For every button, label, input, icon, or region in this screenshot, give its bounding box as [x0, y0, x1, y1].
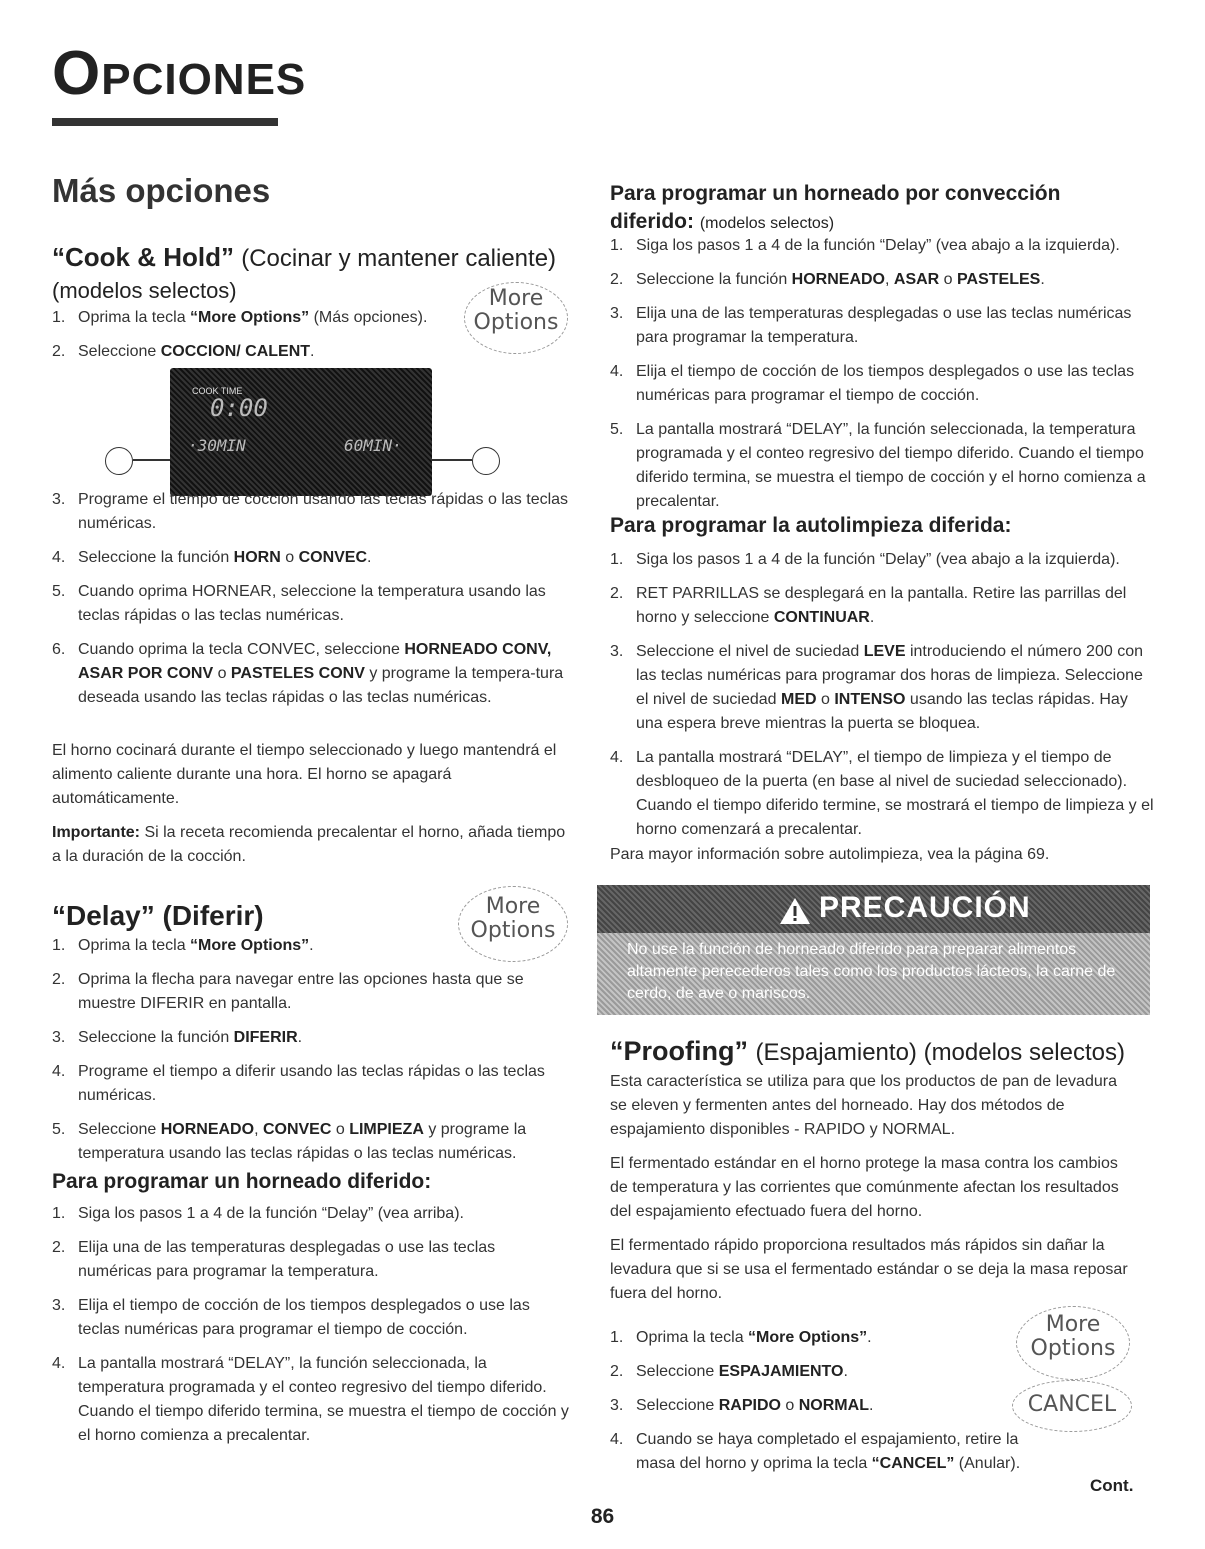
- step-keyword: LEVE: [863, 643, 906, 660]
- step-number: 1.: [52, 937, 66, 954]
- more-options-label: More Options: [1030, 1312, 1116, 1361]
- step-text: La pantalla mostrará “DELAY”, el tiempo de limpieza y el tiempo de desbloqueo de la puerta (en base al nivel de suciedad seleccionado). Cuando el tiempo diferido termine, se mostrará el tiempo de limpieza y el horno comenzará a precalentar.: [636, 749, 1154, 838]
- step-item: [52, 488, 572, 536]
- step-number: 3.: [610, 305, 624, 322]
- step-text: Elija el tiempo de cocción de los tiempos desplegados o use las teclas numéricas para programar el tiempo de cocción.: [636, 363, 1135, 404]
- cancel-button[interactable]: CANCEL: [1012, 1380, 1132, 1432]
- proofing-paragraphs: [610, 1070, 1130, 1316]
- step-text: .: [310, 343, 315, 360]
- step-number: 1.: [610, 551, 624, 568]
- conv-heading: [610, 180, 1150, 238]
- proofing-steps: [610, 1326, 1030, 1486]
- oven-display: [170, 368, 432, 496]
- step-item: [610, 1428, 1030, 1476]
- step-item: [52, 934, 572, 958]
- step-number: 4.: [610, 1431, 624, 1448]
- step-text: Seleccione la función: [78, 1029, 234, 1046]
- step-text: .: [868, 1397, 874, 1414]
- step-text: .: [869, 609, 875, 626]
- left-knob-line: [133, 459, 170, 461]
- step-text: o: [939, 271, 958, 288]
- step-text: La pantalla mostrará “DELAY”, la función seleccionada, la temperatura programada y el conteo regresivo del tiempo diferido. Cuando el tiempo diferido termina, se muestra el tiempo de cocción y el horno comienza a precalentar.: [636, 421, 1146, 510]
- step-number: 4.: [52, 1355, 66, 1372]
- step-item: [52, 306, 452, 330]
- more-options-label: More Options: [470, 894, 556, 943]
- step-number: 2.: [610, 271, 624, 288]
- step-keyword: ESPAJAMIENTO: [718, 1363, 844, 1380]
- step-item: [610, 640, 1155, 736]
- step-item: [52, 1202, 572, 1226]
- step-text: .: [367, 549, 372, 566]
- step-text: Seleccione la función: [636, 271, 792, 288]
- step-item: [52, 1294, 572, 1342]
- step-text: .: [843, 1363, 848, 1380]
- conv-steps: [610, 234, 1155, 524]
- display-option-60min: 60MIN·: [344, 436, 402, 455]
- step-keyword: INTENSO: [834, 691, 906, 708]
- step-number: 4.: [610, 749, 624, 766]
- step-text: o: [780, 1397, 799, 1414]
- step-text: Seleccione: [78, 343, 161, 360]
- step-text: La pantalla mostrará “DELAY”, la función seleccionada, la temperatura programada y el conteo regresivo del tiempo diferido. Cuando el tiempo diferido termina, se muestra el tiempo de cocción y el horno comienza a precalentar.: [78, 1355, 569, 1444]
- step-item: [52, 1118, 572, 1166]
- cook-hold-steps-2: [52, 488, 572, 720]
- step-item: [52, 638, 572, 710]
- step-text: Seleccione: [636, 1363, 719, 1380]
- step-keyword: “More Options”: [190, 937, 310, 954]
- display-option-30min: ·30MIN: [188, 436, 246, 455]
- cook-hold-models: (modelos selectos): [52, 278, 237, 303]
- self-clean-heading: Para programar la autolimpieza diferida:: [610, 514, 1012, 537]
- step-number: 1.: [52, 309, 66, 326]
- more-options-button-cook-hold[interactable]: [464, 282, 568, 354]
- step-text: Siga los pasos 1 a 4 de la función “Delay” (vea abajo a la izquierda).: [636, 237, 1120, 254]
- step-number: 1.: [610, 237, 624, 254]
- step-text: o: [213, 665, 231, 682]
- step-text: Seleccione el nivel de suciedad: [636, 643, 864, 660]
- step-text: o: [280, 549, 299, 566]
- step-keyword: PASTELES CONV: [230, 665, 365, 682]
- step-keyword: HORN: [233, 549, 281, 566]
- step-item: [610, 360, 1155, 408]
- step-item: [52, 1352, 572, 1448]
- step-keyword: NORMAL: [798, 1397, 869, 1414]
- caution-text: No use la función de horneado diferido para preparar alimentos altamente perecederos tales como los productos lácteos, la carne de cerdo, de ave o mariscos.: [627, 941, 1116, 1002]
- cook-hold-steps-1: [52, 306, 452, 374]
- step-number: 4.: [52, 1063, 66, 1080]
- proofing-paragraph: El fermentado estándar en el horno protege la masa contra los cambios de temperatura y las corrientes que comúnmente afectan los resultados del espajamiento efectuado fuera del horno.: [610, 1155, 1119, 1220]
- left-display-knob[interactable]: [105, 447, 133, 475]
- step-keyword: RAPIDO: [718, 1397, 781, 1414]
- step-keyword: CONTINUAR: [773, 609, 870, 626]
- step-text: Oprima la flecha para navegar entre las opciones hasta que se muestre DIFERIR en pantalla.: [78, 971, 524, 1012]
- delay-sub-steps: [52, 1202, 572, 1458]
- caution-title: PRECAUCIÓN: [819, 891, 1031, 924]
- step-text: y programe la temperatura usando las teclas rápidas o las teclas numéricas.: [78, 1121, 527, 1162]
- step-keyword: HORNEADO: [160, 1121, 255, 1138]
- step-number: 3.: [52, 1297, 66, 1314]
- step-keyword: CONVEC: [262, 1121, 332, 1138]
- step-text: ,: [254, 1121, 263, 1138]
- step-keyword: “More Options”: [748, 1329, 868, 1346]
- caution-box: [597, 885, 1150, 1015]
- step-number: 3.: [52, 491, 66, 508]
- step-item: [52, 968, 572, 1016]
- step-number: 3.: [610, 1397, 624, 1414]
- step-number: 3.: [52, 1029, 66, 1046]
- step-text: Cuando se haya completado el espajamiento, retire la masa del horno y oprima la tecla: [636, 1431, 1019, 1472]
- step-text: introduciendo el número 200 con las teclas numéricas para programar dos horas de limpieza. Seleccione el nivel de suciedad: [636, 643, 1143, 708]
- step-text: Siga los pasos 1 a 4 de la función “Delay” (vea abajo a la izquierda).: [636, 551, 1120, 568]
- step-text: Seleccione la función: [78, 549, 234, 566]
- step-number: 4.: [610, 363, 624, 380]
- step-text: y programe la tempera-tura deseada usando las teclas rápidas o las teclas numéricas.: [78, 665, 564, 706]
- proofing-title: [610, 1036, 1125, 1067]
- display-time: 0:00: [210, 394, 268, 422]
- step-item: [610, 1326, 1030, 1350]
- more-options-label: More Options: [473, 286, 559, 335]
- step-text: ,: [885, 271, 894, 288]
- step-keyword: HORNEADO: [791, 271, 885, 288]
- proofing-title-text: “Proofing”: [610, 1036, 748, 1066]
- page-title-rest: PCIONES: [101, 55, 307, 104]
- step-text: Elija el tiempo de cocción de los tiempos desplegados o use las teclas numéricas para programar el tiempo de cocción.: [78, 1297, 530, 1338]
- step-number: 1.: [52, 1205, 66, 1222]
- step-item: [52, 580, 572, 628]
- step-item: [52, 1236, 572, 1284]
- step-number: 2.: [52, 971, 66, 988]
- step-keyword: PASTELES: [957, 271, 1041, 288]
- step-text: (Anular).: [954, 1455, 1021, 1472]
- page-title: [52, 38, 306, 109]
- step-number: 5.: [610, 421, 624, 438]
- step-keyword: LIMPIEZA: [349, 1121, 424, 1138]
- cook-hold-title: [52, 242, 556, 273]
- right-knob-line: [432, 459, 472, 461]
- step-text: RET PARRILLAS se desplegará en la pantalla. Retire las parrillas del horno y seleccione: [636, 585, 1127, 626]
- step-number: 5.: [52, 1121, 66, 1138]
- delay-sub-heading: Para programar un horneado diferido:: [52, 1170, 432, 1193]
- step-item: [610, 1394, 1030, 1418]
- step-keyword: HORNEADO CONV, ASAR POR CONV: [78, 641, 552, 682]
- continued-label: Cont.: [1090, 1476, 1134, 1495]
- section-heading-mas-opciones: Más opciones: [52, 172, 271, 209]
- step-keyword: MED: [780, 691, 817, 708]
- step-text: Siga los pasos 1 a 4 de la función “Delay” (vea arriba).: [78, 1205, 464, 1222]
- step-text: Elija una de las temperaturas desplegadas o use las teclas numéricas para programar la temperatura.: [78, 1239, 496, 1280]
- step-keyword: DIFERIR: [233, 1029, 298, 1046]
- step-number: 4.: [52, 549, 66, 566]
- warning-icon: [779, 897, 811, 925]
- self-clean-steps: [610, 548, 1155, 852]
- step-text: Oprima la tecla: [636, 1329, 749, 1346]
- step-text: usando las teclas rápidas. Hay una espera breve mientras la puerta se bloquea.: [636, 691, 1128, 732]
- step-text: Oprima la tecla: [78, 309, 191, 326]
- step-text: o: [816, 691, 835, 708]
- step-text: .: [1040, 271, 1045, 288]
- delay-title: “Delay” (Diferir): [52, 900, 264, 931]
- step-text: (Más opciones).: [309, 309, 428, 326]
- step-text: Programe el tiempo de cocción usando las teclas rápidas o las teclas numéricas.: [78, 491, 569, 532]
- step-number: 3.: [610, 643, 624, 660]
- important-label: Importante:: [52, 824, 140, 841]
- step-text: Programe el tiempo a diferir usando las teclas rápidas o las teclas numéricas.: [78, 1063, 545, 1104]
- display-label: COOK TIME: [192, 386, 243, 396]
- step-item: [52, 340, 452, 364]
- step-keyword: COCCION/ CALENT: [160, 343, 311, 360]
- step-item: [610, 746, 1155, 842]
- step-keyword: ASAR: [893, 271, 940, 288]
- conv-heading-text: Para programar un horneado por convección diferido:: [610, 182, 1061, 233]
- step-text: Cuando oprima la tecla CONVEC, seleccione: [78, 641, 405, 658]
- step-number: 2.: [610, 1363, 624, 1380]
- step-item: [610, 1360, 1030, 1384]
- step-text: .: [309, 937, 314, 954]
- proofing-paragraph: El fermentado rápido proporciona resultados más rápidos sin dañar la levadura que si se usa el fermentado estándar o se deja la masa reposar fuera del horno.: [610, 1237, 1128, 1302]
- cook-hold-subtitle: (Cocinar y mantener caliente): [241, 245, 557, 272]
- proofing-subtitle: (Espajamiento) (modelos selectos): [755, 1039, 1125, 1066]
- step-keyword: CONVEC: [298, 549, 368, 566]
- step-text: Seleccione: [78, 1121, 161, 1138]
- step-number: 2.: [52, 1239, 66, 1256]
- important-text: Si la receta recomienda precalentar el horno, añada tiempo a la duración de la cocción.: [52, 824, 566, 865]
- step-item: [610, 302, 1155, 350]
- step-text: Cuando oprima HORNEAR, seleccione la temperatura usando las teclas rápidas o las teclas numéricas.: [78, 583, 546, 624]
- step-text: Seleccione: [636, 1397, 719, 1414]
- step-item: [610, 582, 1155, 630]
- step-number: 2.: [610, 585, 624, 602]
- step-item: [52, 546, 572, 570]
- step-text: o: [331, 1121, 350, 1138]
- self-clean-note: Para mayor información sobre autolimpieza, vea la página 69.: [610, 846, 1050, 863]
- step-text: .: [867, 1329, 872, 1346]
- step-number: 2.: [52, 343, 66, 360]
- delay-steps: [52, 934, 572, 1176]
- step-text: .: [297, 1029, 303, 1046]
- conv-heading-models: (modelos selectos): [699, 215, 835, 232]
- page-title-initial: O: [52, 39, 102, 108]
- right-display-knob[interactable]: [472, 447, 500, 475]
- step-item: [52, 1060, 572, 1108]
- proofing-paragraph: Esta característica se utiliza para que los productos de pan de levadura se eleven y fermenten antes del horneado. Hay dos métodos de espajamiento disponibles - RAPIDO y NORMAL.: [610, 1073, 1117, 1138]
- more-options-button-proofing[interactable]: [1016, 1306, 1130, 1380]
- step-text: Oprima la tecla: [78, 937, 191, 954]
- step-item: [610, 268, 1155, 292]
- cook-hold-title-text: “Cook & Hold”: [52, 242, 234, 272]
- important-note: [52, 821, 572, 869]
- step-text: Elija una de las temperaturas desplegadas o use las teclas numéricas para programar la temperatura.: [636, 305, 1132, 346]
- step-keyword: “More Options”: [190, 309, 310, 326]
- page-number: 86: [590, 1505, 615, 1528]
- step-keyword: “CANCEL”: [871, 1455, 955, 1472]
- step-item: [610, 234, 1155, 258]
- step-item: [610, 418, 1155, 514]
- cook-hold-notes: [52, 739, 572, 879]
- step-number: 6.: [52, 641, 66, 658]
- title-rule: [52, 118, 278, 126]
- step-item: [610, 548, 1155, 572]
- step-number: 1.: [610, 1329, 624, 1346]
- cook-hold-paragraph: El horno cocinará durante el tiempo seleccionado y luego mantendrá el alimento caliente durante una hora. El horno se apagará automáticamente.: [52, 742, 557, 807]
- step-number: 5.: [52, 583, 66, 600]
- step-item: [52, 1026, 572, 1050]
